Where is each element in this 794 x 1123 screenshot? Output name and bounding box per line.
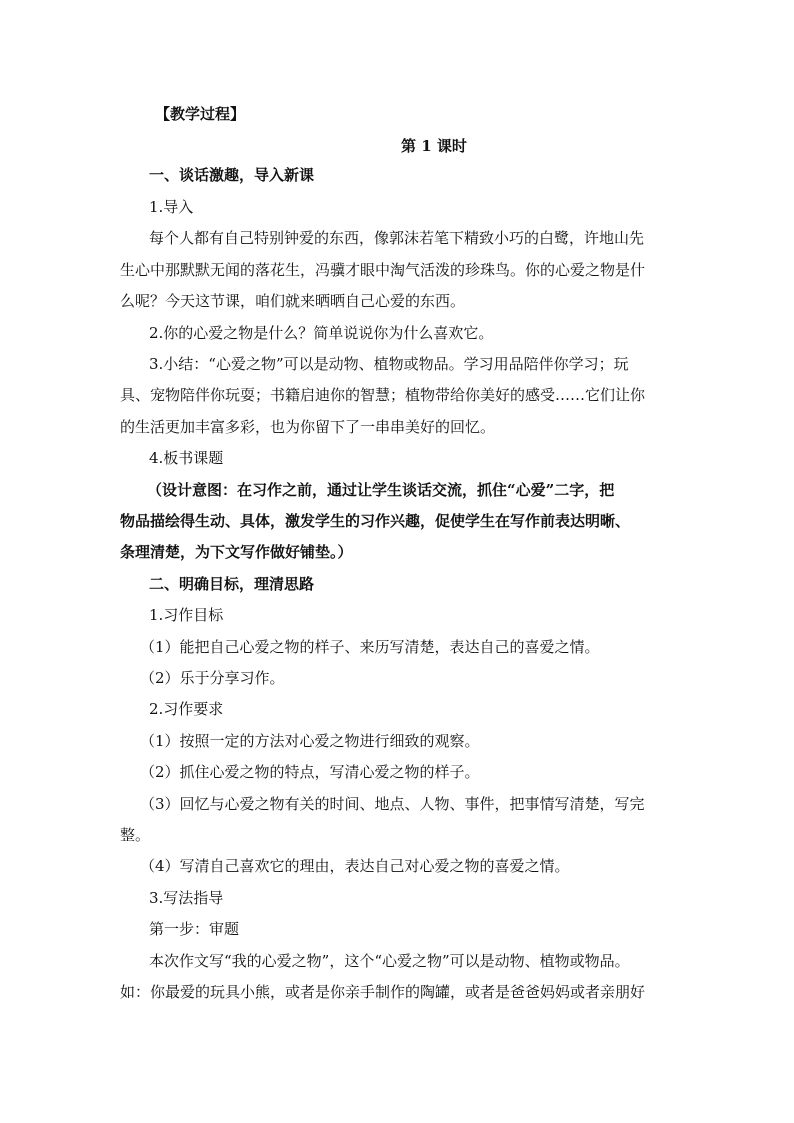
design-line-2: 物品描绘得生动、具体，激发学生的习作兴趣，促使学生在写作前表达明晰、 bbox=[120, 512, 631, 530]
requirement-3-line-2: 整。 bbox=[120, 826, 151, 844]
goal-1: （1）能把自己心爱之物的样子、来历写清楚，表达自己的喜爱之情。 bbox=[140, 638, 600, 656]
writing-guide-label: 3.写法指导 bbox=[149, 889, 224, 907]
intro-line-1: 每个人都有自己特别钟爱的东西，像郭沫若笔下精致小巧的白鹭，许地山先 bbox=[149, 229, 645, 247]
goal-label: 1.习作目标 bbox=[149, 606, 224, 624]
requirement-2: （2）抓住心爱之物的特点，写清心爱之物的样子。 bbox=[140, 763, 480, 781]
intro-line-2: 生心中那默默无闻的落花生，冯骥才眼中淘气活泼的珍珠鸟。你的心爱之物是什 bbox=[120, 261, 646, 279]
part2-heading: 二、明确目标，理清思路 bbox=[149, 575, 315, 593]
step4-text: 4.板书课题 bbox=[149, 449, 224, 467]
requirement-label: 2.习作要求 bbox=[149, 700, 224, 718]
section-heading: 【教学过程】 bbox=[155, 105, 246, 123]
topic-paragraph-line-2: 如：你最爱的玩具小熊，或者是你亲手制作的陶罐，或者是爸爸妈妈或者亲朋好 bbox=[120, 983, 646, 1001]
intro-line-3: 么呢？今天这节课，咱们就来晒晒自己心爱的东西。 bbox=[120, 292, 466, 310]
first-step-label: 第一步：审题 bbox=[149, 920, 240, 938]
step3-line-1: 3.小结：“心爱之物”可以是动物、植物或物品。学习用品陪伴你学习；玩 bbox=[149, 355, 629, 373]
requirement-4: （4）写清自己喜欢它的理由，表达自己对心爱之物的喜爱之情。 bbox=[140, 857, 570, 875]
requirement-1: （1）按照一定的方法对心爱之物进行细致的观察。 bbox=[140, 732, 480, 750]
topic-paragraph-line-1: 本次作文写“我的心爱之物”，这个“心爱之物”可以是动物、植物或物品。 bbox=[149, 952, 630, 970]
lesson-label: 第 1 课时 bbox=[401, 137, 467, 155]
step3-line-3: 的生活更加丰富多彩，也为你留下了一串串美好的回忆。 bbox=[120, 418, 496, 436]
step2-text: 2.你的心爱之物是什么？简单说说你为什么喜欢它。 bbox=[149, 324, 494, 342]
goal-2: （2）乐于分享习作。 bbox=[140, 669, 285, 687]
design-line-1: （设计意图：在习作之前，通过让学生谈话交流，抓住“心爱”二字，把 bbox=[147, 481, 615, 499]
step1-label: 1.导入 bbox=[149, 198, 194, 216]
requirement-3-line-1: （3）回忆与心爱之物有关的时间、地点、人物、事件，把事情写清楚，写完 bbox=[140, 795, 645, 813]
design-line-3: 条理清楚，为下文写作做好铺垫。） bbox=[120, 543, 353, 561]
part1-heading: 一、谈话激趣，导入新课 bbox=[149, 166, 315, 184]
step3-line-2: 具、宠物陪伴你玩耍；书籍启迪你的智慧；植物带给你美好的感受……它们让你 bbox=[120, 386, 646, 404]
